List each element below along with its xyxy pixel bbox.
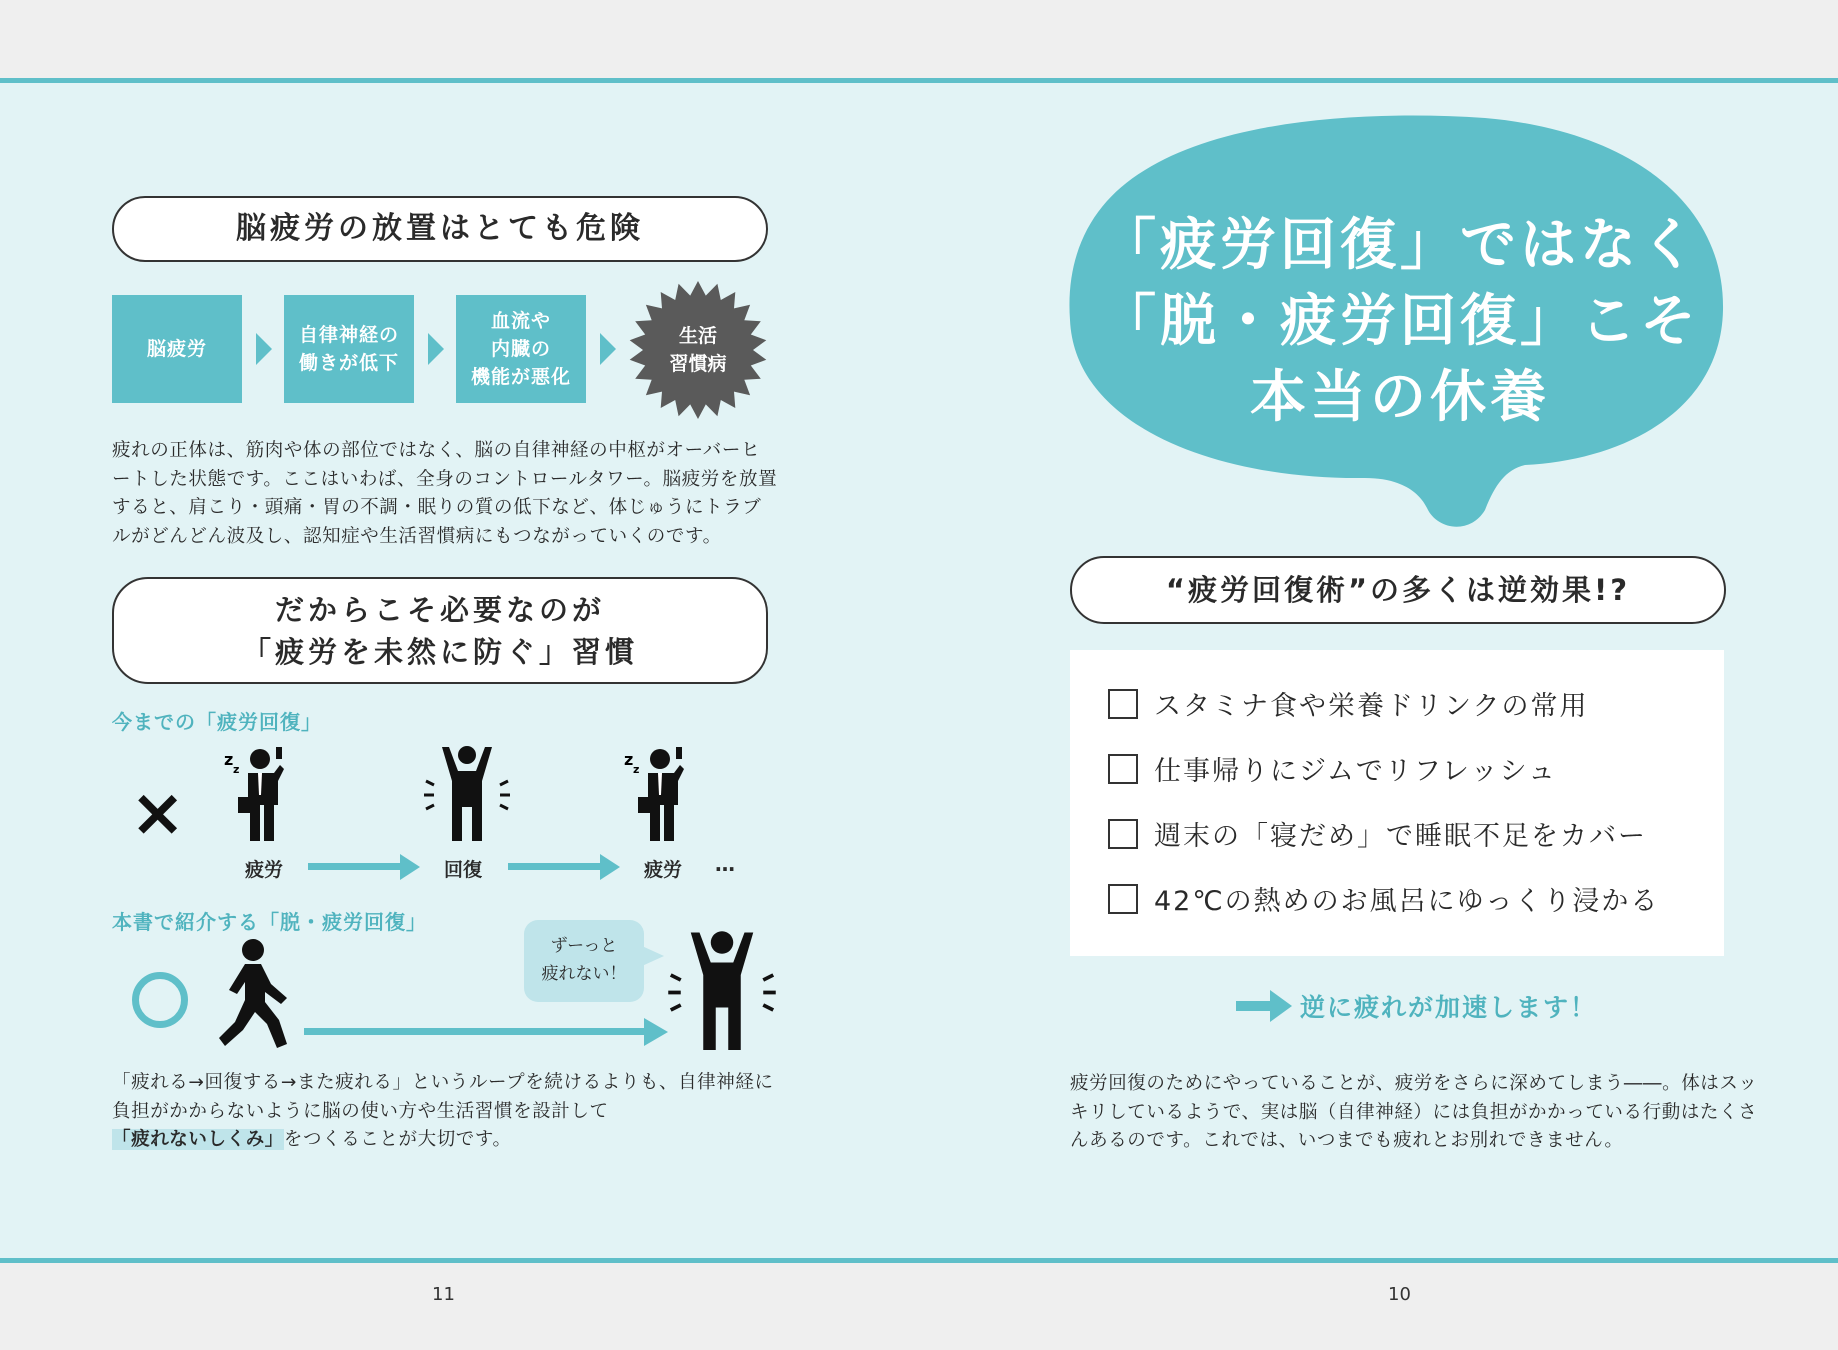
- section2-title-line1: だからこそ必要なのが: [274, 593, 605, 627]
- flow-line: 内臓の: [490, 338, 551, 360]
- headline-line3: 本当の休養: [1250, 365, 1550, 430]
- bubble-line2: 疲れない！: [541, 964, 627, 984]
- checklist: [1070, 650, 1724, 956]
- flow-line: 働きが低下: [298, 352, 399, 374]
- checkbox-icon: [1108, 819, 1138, 849]
- checklist-item: [1108, 814, 1647, 853]
- section1-title: 脳疲労の放置はとても危険: [112, 196, 768, 262]
- result-text: 逆に疲れが加速します！: [1300, 993, 1598, 1022]
- headline-line2: 「脱・疲労回復」こそ: [1100, 289, 1700, 354]
- checkbox-icon: [1108, 689, 1138, 719]
- energetic-person-icon: [662, 930, 782, 1055]
- flow-line: 血流や: [490, 310, 551, 332]
- tired-person-icon: [618, 745, 698, 845]
- speech-bubble-tail: [642, 946, 664, 966]
- para2-text-end: をつくることが大切です。: [283, 1129, 512, 1150]
- circle-mark: [132, 972, 188, 1028]
- bubble-line1: ずーっと: [550, 936, 618, 956]
- continuous-arrow-icon: [304, 1018, 668, 1046]
- paragraph-counterproductive: 疲労回復のためにやっていることが、疲労をさらに深めてしまう――。体はスッキリしているようで、実は脳（自律神経）には負担がかかっている行動はたくさんあるのです。これでは、いつまでも疲れとお別れできません。: [1070, 1073, 1758, 1151]
- checklist-item-label: 週末の「寝だめ」で睡眠不足をカバー: [1154, 821, 1647, 852]
- svg-text:z: z: [633, 763, 640, 776]
- speech-bubble: [524, 920, 644, 1002]
- result-statement: [1236, 988, 1597, 1024]
- tired-person-icon: [218, 745, 298, 845]
- checklist-item: [1108, 749, 1557, 788]
- headline-line1: 「疲労回復」ではなく: [1100, 213, 1700, 278]
- cycle-arrow-icon: [308, 854, 420, 880]
- section2-title: [112, 577, 768, 684]
- old-recovery-label: 今までの「疲労回復」: [112, 710, 322, 734]
- flow-box-autonomic: [284, 295, 414, 403]
- checklist-item: [1108, 879, 1659, 918]
- new-recovery-label: 本書で紹介する「脱・疲労回復」: [112, 910, 427, 934]
- arrow-right-icon: [1236, 990, 1292, 1022]
- svg-text:z: z: [233, 763, 240, 776]
- flow-box-bloodflow: [456, 295, 586, 403]
- section2-title-line2: 「疲労を未然に防ぐ」習慣: [241, 635, 638, 669]
- cycle-arrow-icon: [508, 854, 620, 880]
- cycle-ellipsis: …: [715, 852, 735, 876]
- svg-text:z: z: [224, 750, 234, 769]
- page-number-left: 11: [432, 1284, 455, 1305]
- flow-arrow-2: [428, 333, 444, 365]
- paragraph-brain-fatigue: 疲れの正体は、筋肉や体の部位ではなく、脳の自律神経の中枢がオーバーヒートした状態です。ここはいわば、全身のコントロールタワー。脳疲労を放置すると、肩こり・頭痛・胃の不調・眠りの質の低下など、体じゅうにトラブルがどんどん波及し、認知症や生活習慣病にもつながっていくのです。: [112, 440, 778, 547]
- burst-label: [628, 280, 768, 420]
- counterproductive-title: “疲労回復術”の多くは逆効果!?: [1070, 556, 1726, 624]
- cycle-label-recovery: 回復: [444, 859, 483, 881]
- checkbox-icon: [1108, 754, 1138, 784]
- checkbox-icon: [1108, 884, 1138, 914]
- checklist-item-label: スタミナ食や栄養ドリンクの常用: [1154, 691, 1589, 722]
- top-rule: [0, 78, 1838, 83]
- checklist-item: [1108, 684, 1588, 723]
- checklist-item-label: 42℃の熱めのお風呂にゆっくり浸かる: [1154, 886, 1660, 917]
- cycle-label-fatigue: 疲労: [245, 859, 284, 881]
- cycle-label-fatigue: 疲労: [644, 859, 683, 881]
- flow-line: 習慣病: [669, 353, 727, 375]
- flow-box-brain-fatigue: 脳疲労: [112, 295, 242, 403]
- cross-mark: ×: [130, 774, 186, 851]
- checklist-item-label: 仕事帰りにジムでリフレッシュ: [1154, 756, 1558, 787]
- flow-arrow-1: [256, 333, 272, 365]
- para2-highlight: 「疲れないしくみ」: [112, 1129, 284, 1150]
- flow-line: 自律神経の: [298, 324, 399, 346]
- paragraph-prevention: [112, 1069, 778, 1155]
- energetic-person-icon: [422, 745, 512, 845]
- page-number-right: 10: [1388, 1284, 1411, 1305]
- svg-text:z: z: [624, 750, 634, 769]
- flow-arrow-3: [600, 333, 616, 365]
- flow-line: 生活: [678, 325, 717, 347]
- main-headline: [1090, 208, 1710, 436]
- walking-person-icon: [215, 938, 295, 1050]
- para2-text: 「疲れる→回復する→また疲れる」というループを続けるよりも、自律神経に負担がかからないように脳の使い方や生活習慣を設計して: [112, 1072, 774, 1122]
- bottom-rule: [0, 1258, 1838, 1263]
- flow-line: 機能が悪化: [470, 366, 571, 388]
